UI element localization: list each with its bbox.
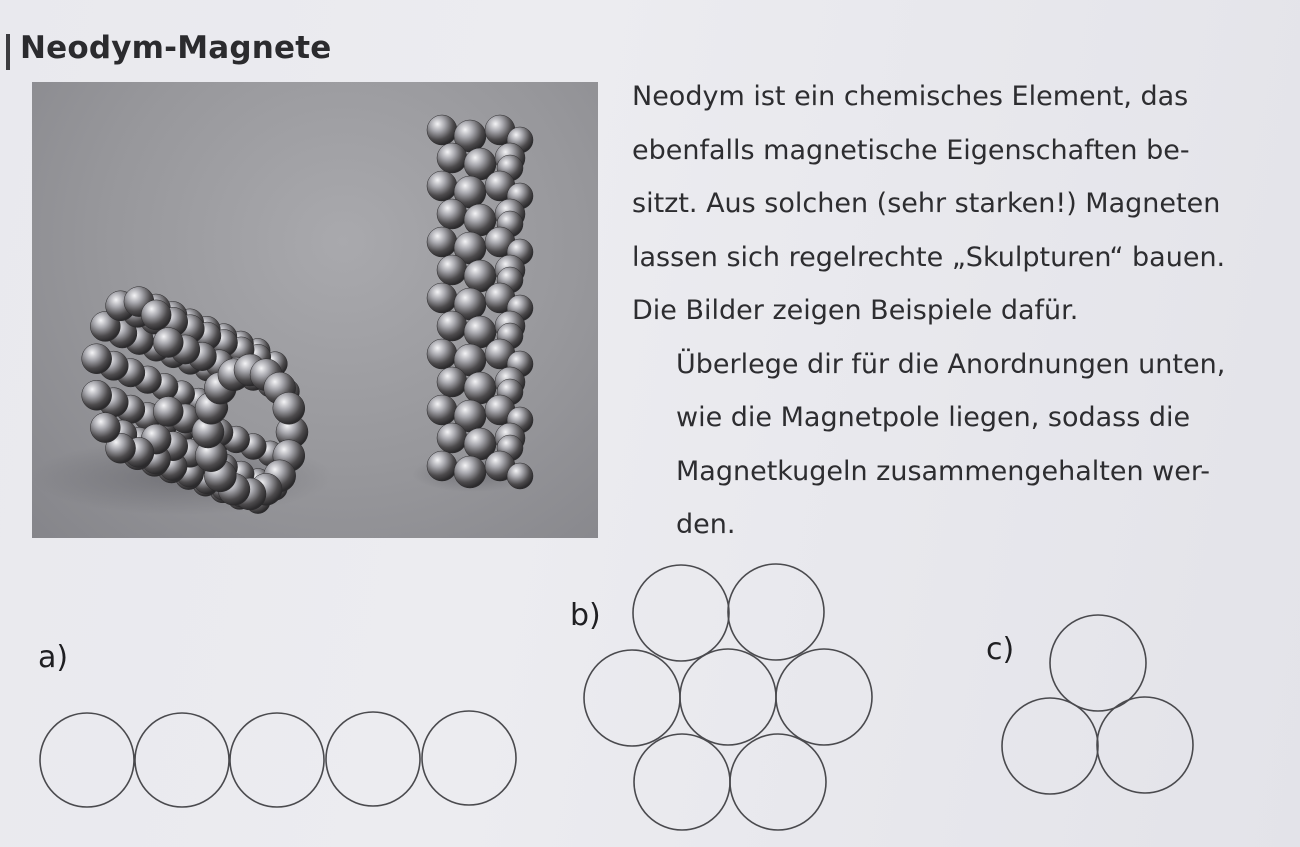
description-text	[632, 70, 1280, 552]
task-line: Überlege dir für die Anordnungen unten,	[676, 348, 1226, 380]
magnet-ball	[427, 283, 457, 313]
magnet-ball-circle	[230, 713, 324, 807]
magnet-ball	[141, 300, 171, 330]
magnet-ball	[427, 395, 457, 425]
magnet-ball	[427, 339, 457, 369]
text-line: Neodym ist ein chemisches Element, das	[632, 81, 1189, 112]
magnet-ball-circle	[584, 650, 680, 746]
task-line: wie die Magnetpole liegen, sodass die	[676, 402, 1191, 433]
section-title: Neodym-Magnete	[20, 30, 332, 66]
exercise-a-label: a)	[38, 640, 69, 675]
standing-magnet-column	[427, 115, 533, 489]
magnet-ball-circle	[1097, 697, 1193, 793]
magnet-ball-circle	[728, 564, 824, 660]
magnet-ball	[507, 463, 533, 489]
exercise-c-label: c)	[986, 632, 1015, 667]
magnet-ball	[82, 380, 112, 410]
exercise-b-label: b)	[570, 598, 601, 633]
arrangement-a-row	[40, 711, 516, 807]
magnet-ball	[437, 255, 467, 285]
magnet-ball-circle	[680, 649, 776, 745]
magnet-ball	[437, 423, 467, 453]
magnet-ball-circle	[730, 734, 826, 830]
magnet-ball	[427, 171, 457, 201]
task-paragraph	[632, 338, 1280, 552]
arrangement-c-triangle	[1002, 615, 1193, 794]
magnet-ball	[153, 397, 183, 427]
magnet-ball-circle	[633, 565, 729, 661]
magnet-ball	[90, 413, 120, 443]
magnet-ball	[427, 227, 457, 257]
magnet-ball	[437, 367, 467, 397]
magnet-ball-circle	[776, 649, 872, 745]
text-line: sitzt. Aus solchen (sehr starken!) Magneten	[632, 188, 1221, 219]
magnet-ball	[454, 456, 486, 488]
magnet-ball	[153, 327, 183, 357]
magnet-ball	[427, 451, 457, 481]
text-line: ebenfalls magnetische Eigenschaften be-	[632, 134, 1190, 166]
magnet-ball	[437, 143, 467, 173]
magnet-balls-image	[32, 82, 598, 538]
arrangement-b-hexagon	[584, 564, 872, 830]
magnet-ball-circle	[326, 712, 420, 806]
intro-paragraph	[632, 70, 1280, 338]
magnet-ball-circle	[422, 711, 516, 805]
text-line: lassen sich regelrechte „Skulpturen“ bauen.	[632, 241, 1226, 273]
magnet-ball-circle	[40, 713, 134, 807]
magnet-ball-circle	[1002, 698, 1098, 794]
magnet-sculpture-photo	[32, 82, 598, 538]
magnet-ball-circle	[1050, 615, 1146, 711]
section-marker	[6, 34, 10, 70]
magnet-ball	[273, 392, 305, 424]
task-line: Magnetkugeln zusammengehalten wer-	[676, 455, 1210, 487]
text-line: Die Bilder zeigen Beispiele dafür.	[632, 295, 1079, 326]
magnet-ball	[427, 115, 457, 145]
magnet-ball-circle	[634, 734, 730, 830]
magnet-ball	[437, 311, 467, 341]
magnet-ball	[437, 199, 467, 229]
magnet-ball-circle	[135, 713, 229, 807]
magnet-ball	[82, 344, 112, 374]
task-line: den.	[676, 509, 736, 540]
